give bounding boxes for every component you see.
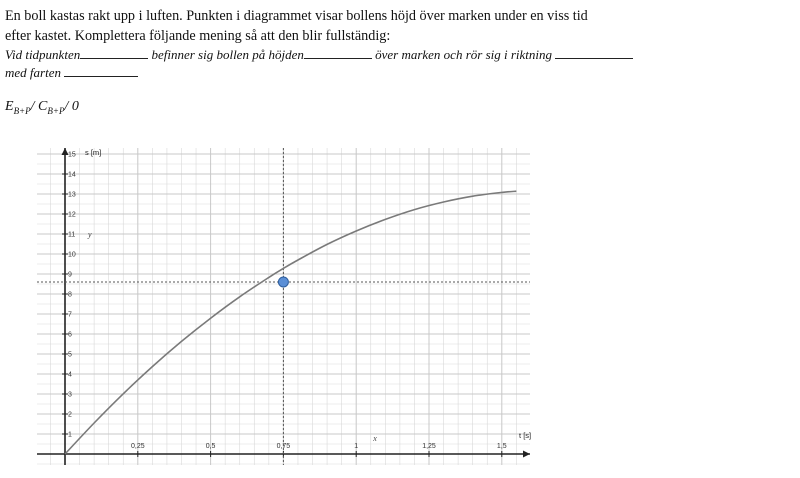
y-tick-label: 7 xyxy=(68,311,72,319)
y-tick-label: 2 xyxy=(68,411,72,419)
x-tick-label: 0,25 xyxy=(130,443,145,450)
score-c: C xyxy=(38,99,48,114)
x-tick-label: 0,75 xyxy=(276,443,291,450)
score-sep-1: / xyxy=(30,99,39,114)
score-e: E xyxy=(5,99,14,114)
y-tick-label: 13 xyxy=(68,191,76,199)
fill-text-1: Vid tidpunkten xyxy=(5,47,81,62)
y-tick-label: 4 xyxy=(68,371,72,379)
x-tick-label: 1 xyxy=(354,443,359,450)
score-e-sub: B+P xyxy=(13,105,31,116)
axis-tick-labels xyxy=(68,152,507,451)
question-line-2: efter kastet. Komplettera följande mening så att den blir fullständig: xyxy=(5,28,391,44)
y-tick-label: 5 xyxy=(68,351,72,359)
y-tick-label: 12 xyxy=(68,211,76,219)
question-line-1: En boll kastas rakt upp i luften. Punkten i diagrammet visar bollens höjd över marken under en viss tid xyxy=(5,8,588,24)
height-curve xyxy=(65,191,516,454)
x-tick-label: 0,5 xyxy=(205,443,216,450)
x-tick-label: 1,25 xyxy=(422,443,436,450)
x-axis-label: t [s] xyxy=(519,431,532,440)
x-tick-label: 1,5 xyxy=(496,443,507,450)
y-axis-label: s [m] xyxy=(85,148,102,157)
y-tick-label: 10 xyxy=(68,251,76,259)
y-axis-letter: y xyxy=(88,230,92,239)
y-tick-label: 9 xyxy=(68,271,72,279)
y-tick-label: 15 xyxy=(68,151,76,159)
y-tick-label: 1 xyxy=(68,431,72,439)
score-sep-2: / 0 xyxy=(64,99,79,114)
x-axis-letter: x xyxy=(373,434,377,443)
score-c-sub: B+P xyxy=(47,105,65,116)
y-tick-label: 8 xyxy=(68,291,72,299)
y-tick-label: 14 xyxy=(68,171,76,179)
fill-text-4: med farten xyxy=(5,65,61,80)
y-tick-label: 3 xyxy=(68,391,72,399)
marked-point[interactable] xyxy=(278,277,288,287)
x-axis-arrow xyxy=(523,451,530,458)
y-tick-label: 6 xyxy=(68,331,72,339)
fill-text-2: befinner sig bollen på höjden xyxy=(151,47,304,62)
y-tick-label: 11 xyxy=(68,231,76,239)
fill-text-3: över marken och rör sig i riktning xyxy=(375,47,553,62)
